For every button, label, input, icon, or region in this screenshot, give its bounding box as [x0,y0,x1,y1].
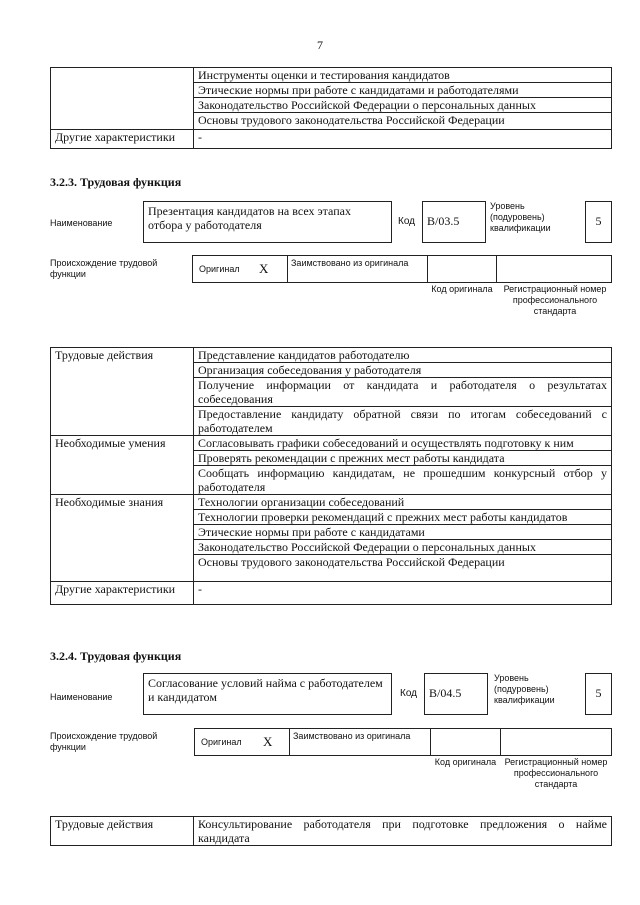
empty-label-cell [51,68,194,130]
section-title-323: 3.2.3. Трудовая функция [50,175,182,189]
original-cell-323 [192,255,288,283]
table-row: Основы трудового законодательства Российской Федерации [194,113,612,130]
table-row: Основы трудового законодательства Российской Федерации [194,555,612,582]
table-row: Законодательство Российской Федерации о персональных данных [194,540,612,555]
level-label-324: Уровень (подуровень) квалификации [494,673,555,705]
labor-actions-label: Трудовые действия [51,817,194,846]
reg-number-cell-324 [500,728,612,756]
table-row: Технологии проверки рекомендаций с прежних мест работы кандидатов [194,510,612,525]
table-row: Сообщать информацию кандидатам, не прошедшим конкурсный отбор у работодателя [194,466,612,495]
other-characteristics-label: Другие характеристики [51,130,194,149]
table-row: Согласовывать графики собеседований и осуществлять подготовку к ним [194,436,612,451]
table-row: Представление кандидатов работодателю [194,348,612,363]
code-original-cell-324 [430,728,501,756]
table-row: Организация собеседования у работодателя [194,363,612,378]
code-value-323: B/03.5 [422,201,486,243]
level-label-323: Уровень (подуровень) квалификации [490,201,551,233]
origin-label-323: Происхождение трудовой функции [50,258,158,279]
code-value-324: B/04.5 [424,673,488,715]
original-label-323: Оригинал [199,264,240,274]
name-label-324: Наименование [50,692,113,702]
other-characteristics-value: - [194,130,612,149]
table-row: Консультирование работодателя при подготовке предложения о найме кандидата [194,817,612,846]
code-label-323: Код [398,216,416,227]
table-row: Этические нормы при работе с кандидатами и работодателями [194,83,612,98]
reg-number-label-323: Регистрационный номер профессионального стандарта [503,284,607,316]
table-row: Этические нормы при работе с кандидатами [194,525,612,540]
original-mark-324: X [263,734,273,749]
name-label-323: Наименование [50,218,113,228]
function-324-table [50,816,612,846]
code-original-label-323: Код оригинала [431,284,493,294]
code-original-label-324: Код оригинала [434,757,497,767]
table-row: Получение информации от кандидата и работодателя о результатах собеседования [194,378,612,407]
origin-label-324: Происхождение трудовой функции [50,731,158,752]
table-row: Технологии организации собеседований [194,495,612,510]
original-label-324: Оригинал [201,737,242,747]
other-characteristics-value: - [194,582,612,605]
knowledge-label: Необходимые знания [51,495,194,582]
top-knowledge-table [50,67,612,149]
table-row: Предоставление кандидату обратной связи по итогам собеседований с работодателем [194,407,612,436]
table-row: Инструменты оценки и тестирования кандидатов [194,68,612,83]
code-original-cell-323 [427,255,497,283]
reg-number-cell-323 [496,255,612,283]
borrowed-cell-323: Заимствовано из оригинала [287,255,428,283]
table-row: Законодательство Российской Федерации о персональных данных [194,98,612,113]
reg-number-label-324: Регистрационный номер профессионального стандарта [504,757,608,789]
labor-actions-label: Трудовые действия [51,348,194,436]
code-label-324: Код [400,688,418,699]
table-row: Проверять рекомендации с прежних мест работы кандидата [194,451,612,466]
original-mark-323: X [259,261,269,276]
level-value-323: 5 [585,201,612,243]
original-cell-324 [194,728,290,756]
function-323-table [50,347,612,605]
name-value-324: Согласование условий найма с работодателем и кандидатом [143,673,392,715]
skills-label: Необходимые умения [51,436,194,495]
other-characteristics-label: Другие характеристики [51,582,194,605]
level-value-324: 5 [585,673,612,715]
page-number: 7 [317,38,323,52]
name-value-323: Презентация кандидатов на всех этапах отбора у работодателя [143,201,392,243]
section-title-324: 3.2.4. Трудовая функция [50,649,182,663]
borrowed-cell-324: Заимствовано из оригинала [289,728,431,756]
